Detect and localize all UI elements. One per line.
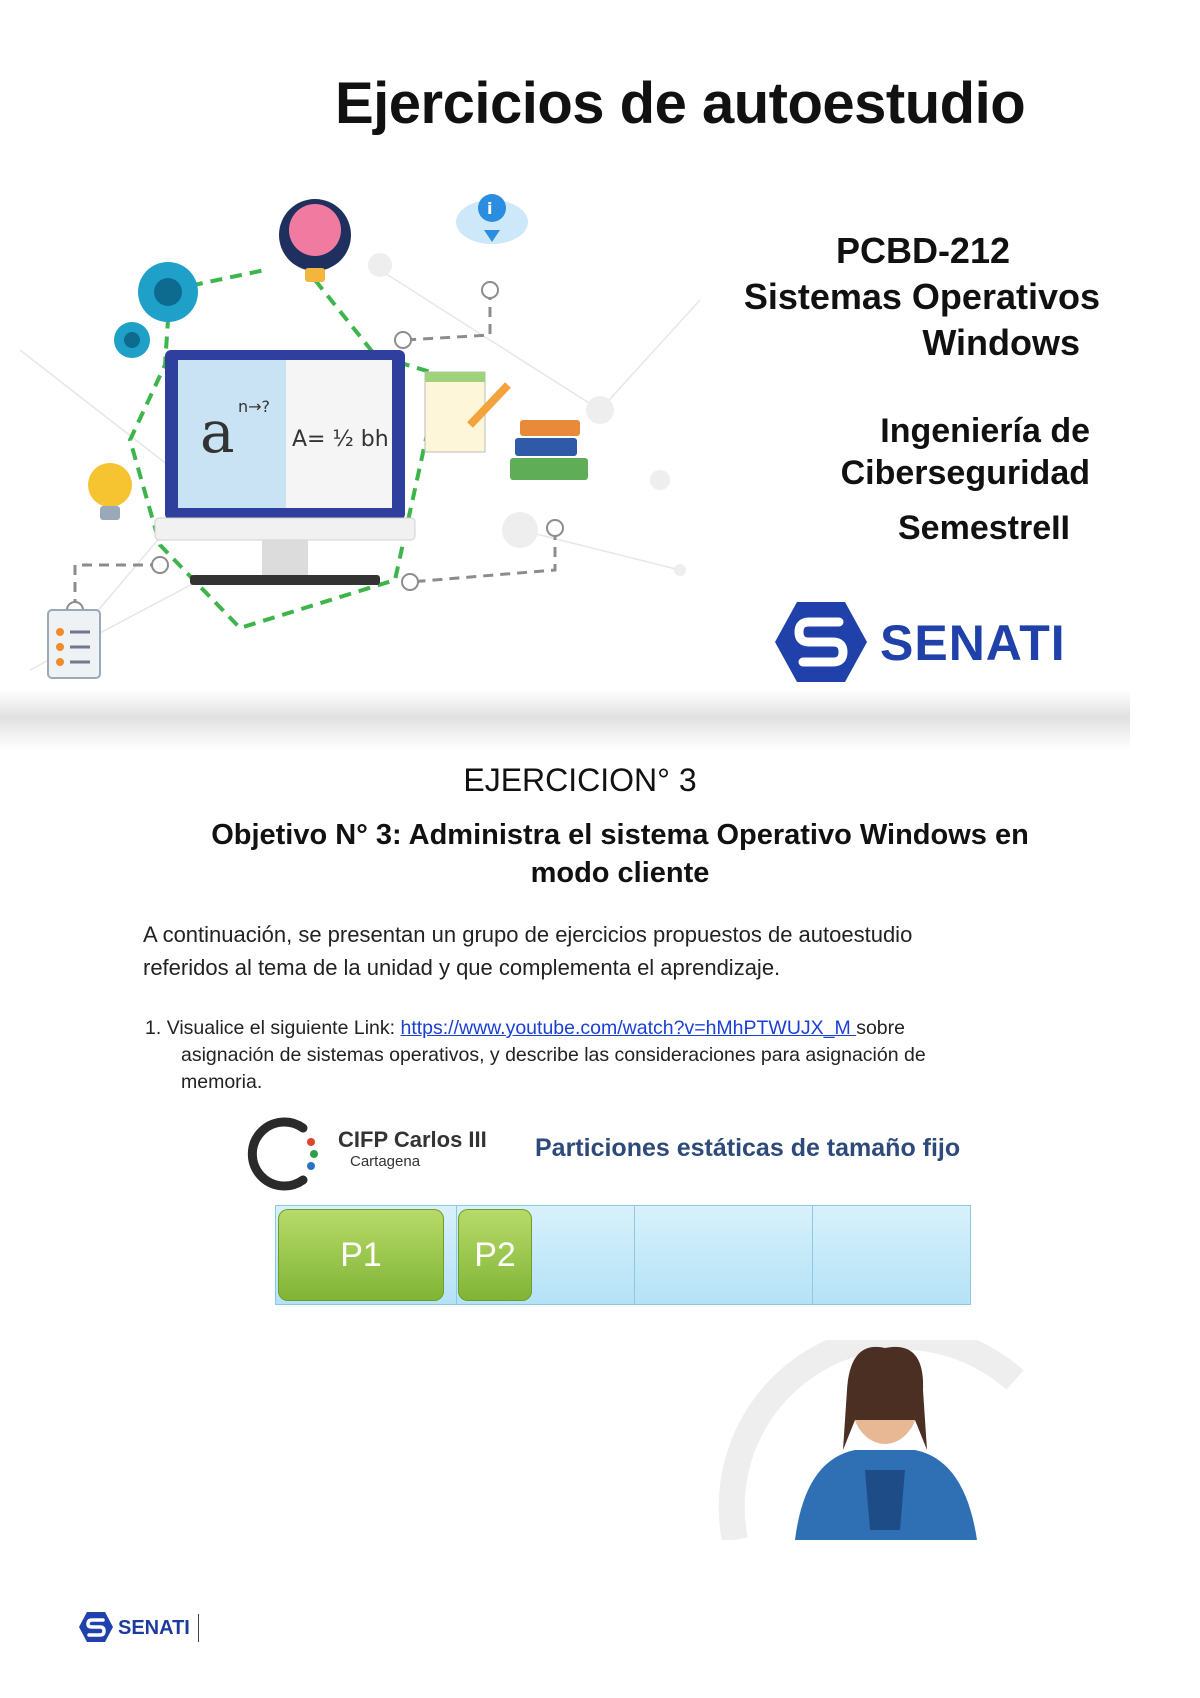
cifp-logo-subtext: Cartagena: [350, 1153, 421, 1170]
hero-illustration: [0, 150, 720, 710]
senati-logo-icon: [775, 600, 867, 684]
item-prefix: Visualice el siguiente Link:: [166, 1017, 401, 1039]
footer-senati-icon: [78, 1611, 114, 1643]
intro-paragraph: [143, 918, 1063, 984]
item-suffix: sobre: [856, 1017, 905, 1039]
presenter-figure: [715, 1340, 1025, 1540]
cifp-logo-text: CIFP Carlos III: [338, 1127, 487, 1152]
objective-line2: modo cliente: [530, 857, 710, 889]
objective-line1: Objetivo N° 3: Administra el sistema Operativo Windows en: [211, 819, 1029, 851]
career-line1: Ingeniería de: [880, 412, 1090, 450]
course-name-line2: Windows: [922, 322, 1080, 363]
objective: [140, 816, 1100, 892]
cifp-logo-icon: [245, 1116, 325, 1192]
list-item: [145, 1015, 1045, 1096]
senati-logo-text: SENATI: [880, 615, 1066, 671]
formula-exponent: n→?: [238, 397, 271, 416]
partition-p1: P1: [278, 1209, 444, 1301]
footer-divider: [198, 1614, 199, 1642]
footer-brand: SENATI: [118, 1617, 190, 1639]
hero-divider-band: [0, 690, 1130, 750]
partition-p2: P2: [458, 1209, 532, 1301]
course-name-line1: Sistemas Operativos: [743, 276, 1100, 317]
item-line3: memoria.: [181, 1071, 263, 1093]
formula-area: A= ½ bh: [292, 427, 389, 452]
career-line2: Ciberseguridad: [840, 454, 1090, 492]
svg-text:i: i: [487, 199, 493, 218]
partition-cell: [634, 1206, 813, 1304]
video-thumbnail[interactable]: [245, 1110, 1025, 1540]
video-heading: Particiones estáticas de tamaño fijo: [535, 1134, 961, 1162]
item-number: 1.: [145, 1017, 162, 1039]
item-line2: asignación de sistemas operativos, y describe las consideraciones para asignación de: [181, 1044, 926, 1066]
formula-a: a: [200, 398, 235, 466]
youtube-link[interactable]: https://www.youtube.com/watch?v=hMhPTWUJX_M: [400, 1017, 857, 1039]
intro-line1: A continuación, se presentan un grupo de ejercicios propuestos de autoestudio: [143, 922, 913, 947]
memory-partition-bar: [275, 1205, 971, 1305]
course-code: PCBD-212: [835, 230, 1010, 271]
intro-line2: referidos al tema de la unidad y que complementa el aprendizaje.: [143, 955, 781, 980]
page-title: Ejercicios de autoestudio: [335, 71, 1026, 136]
exercise-title: EJERCICION° 3: [463, 762, 697, 798]
semester: SemestreII: [898, 509, 1070, 547]
